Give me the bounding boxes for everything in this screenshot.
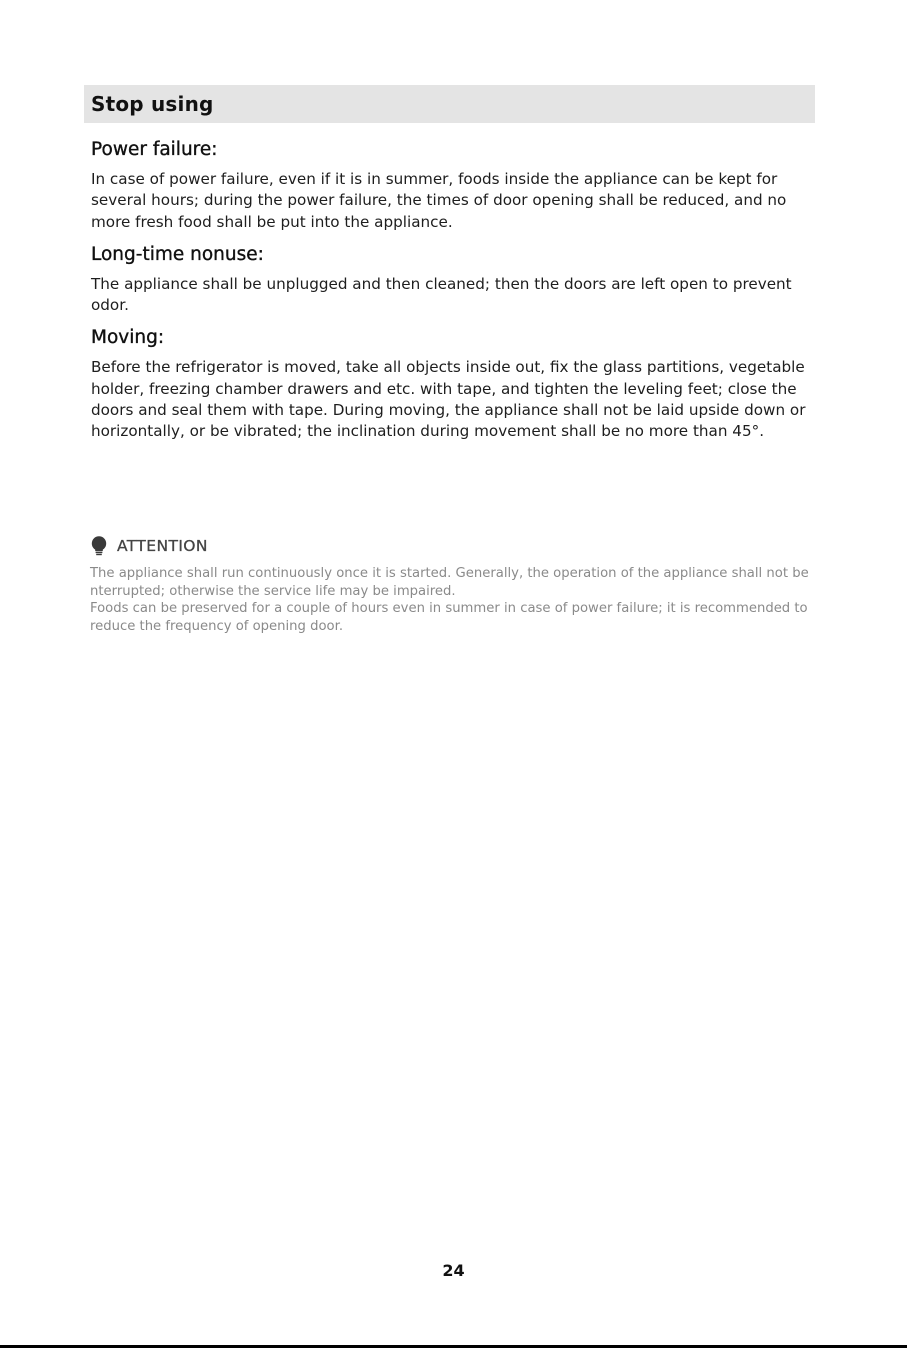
page-number: 24: [442, 1261, 465, 1280]
long-time-nonuse-heading: Long-time nonuse:: [91, 243, 264, 265]
section-title: Stop using: [91, 92, 214, 116]
attention-line: The appliance shall run continuously once it is started. Generally, the operation of the appliance shall not be nterrupted; otherwise the service life may be impaired.: [90, 566, 809, 599]
moving-block: [91, 326, 815, 442]
attention-header: [90, 535, 815, 557]
moving-text: Before the refrigerator is moved, take all objects inside out, fix the glass partitions, vegetable holder, freezing chamber drawers and etc. with tape, and tighten the leveling feet; close the doors and seal them with tape. During moving, the appliance shall not be laid upside down or horizontally, or be vibrated; the inclination during movement shall be no more than 45°.: [91, 358, 806, 441]
power-failure-block: [91, 138, 815, 233]
lightbulb-icon: [90, 536, 108, 556]
long-time-nonuse-text: The appliance shall be unplugged and then cleaned; then the doors are left open to prevent odor.: [91, 274, 792, 315]
long-time-nonuse-block: [91, 243, 815, 317]
power-failure-text: In case of power failure, even if it is in summer, foods inside the appliance can be kept for several hours; during the power failure, the times of door opening shall be reduced, and no more fresh food shall be put into the appliance.: [91, 170, 787, 231]
attention-line: Foods can be preserved for a couple of hours even in summer in case of power failure; it is recommended to reduce the frequency of opening door.: [90, 601, 808, 634]
content-body: [91, 138, 815, 443]
power-failure-heading: Power failure:: [91, 139, 218, 160]
attention-text: [90, 565, 815, 635]
section-header: [84, 85, 815, 123]
attention-box: [90, 535, 815, 635]
attention-label: ATTENTION: [117, 537, 208, 555]
moving-heading: Moving:: [91, 327, 165, 349]
